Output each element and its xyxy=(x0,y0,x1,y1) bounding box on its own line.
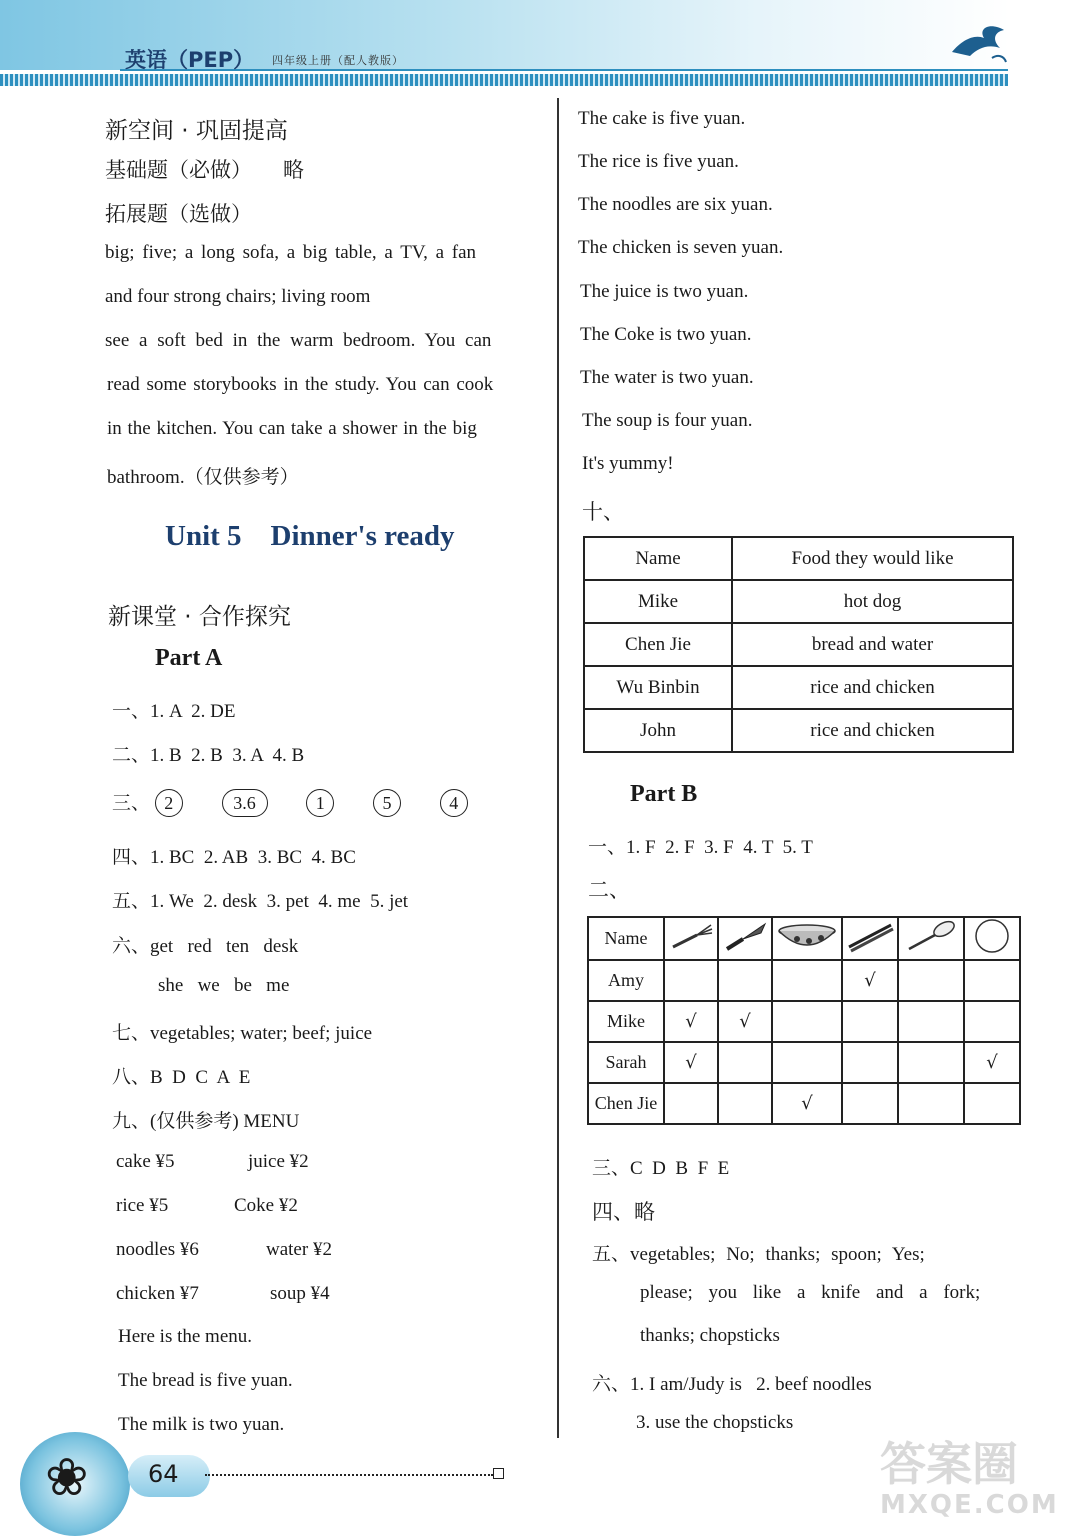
section-heading: 新空间 · 巩固提高 xyxy=(105,118,288,144)
table-icon-cell xyxy=(964,917,1020,960)
answer-line: she we be me xyxy=(158,975,290,996)
flower-icon: ❀ xyxy=(45,1448,89,1508)
check-cell xyxy=(772,1001,842,1042)
extension-line: bathroom.（仅供参考） xyxy=(107,467,299,488)
fork-icon xyxy=(667,919,715,953)
answer-line: thanks; chopsticks xyxy=(640,1325,780,1346)
answer-line: 二、1. B 2. B 3. A 4. B xyxy=(112,745,305,766)
table-cell: Chen Jie xyxy=(584,623,732,666)
chopsticks-icon xyxy=(845,919,895,953)
table-cell: Mike xyxy=(588,1001,664,1042)
basic-label: 基础题（必做） xyxy=(105,158,252,182)
table-cell: Wu Binbin xyxy=(584,666,732,709)
footer-dotted-rule xyxy=(205,1474,493,1476)
check-cell xyxy=(898,1083,964,1124)
bowl-icon xyxy=(775,919,839,953)
spoon-icon xyxy=(903,919,959,953)
watermark xyxy=(880,1438,1060,1534)
check-cell xyxy=(898,960,964,1001)
table-cell: rice and chicken xyxy=(732,666,1013,709)
circled-number: 1 xyxy=(306,789,334,817)
check-cell xyxy=(842,1001,898,1042)
check-cell: √ xyxy=(718,1001,772,1042)
knife-icon xyxy=(721,919,769,953)
menu-sentence: The Coke is two yuan. xyxy=(580,324,752,345)
menu-item: cake ¥5 xyxy=(116,1151,175,1172)
menu-item: soup ¥4 xyxy=(270,1283,330,1304)
check-cell xyxy=(842,1083,898,1124)
table-row xyxy=(584,709,1013,752)
menu-sentence: The water is two yuan. xyxy=(580,367,754,388)
check-cell xyxy=(718,1083,772,1124)
b2-label: 二、 xyxy=(588,878,630,902)
menu-item: noodles ¥6 xyxy=(116,1239,199,1260)
circled-number: 5 xyxy=(373,789,401,817)
table-row xyxy=(584,623,1013,666)
column-divider xyxy=(557,98,559,1438)
table-icon-cell xyxy=(772,917,842,960)
check-cell xyxy=(964,1083,1020,1124)
check-cell xyxy=(842,1042,898,1083)
answer-line: 七、vegetables; water; beef; juice xyxy=(112,1023,373,1044)
table-header-cell: Name xyxy=(584,537,732,580)
check-cell xyxy=(664,960,718,1001)
table-cell: Chen Jie xyxy=(588,1083,664,1124)
section-heading: 新课堂 · 合作探究 xyxy=(108,604,291,630)
check-cell xyxy=(964,1001,1020,1042)
table-header-cell: Name xyxy=(588,917,664,960)
menu-sentence: The cake is five yuan. xyxy=(578,108,746,129)
check-cell: √ xyxy=(964,1042,1020,1083)
circled-number: 3.6 xyxy=(222,789,268,817)
table-row xyxy=(588,1083,1020,1124)
menu-sentence: The soup is four yuan. xyxy=(582,410,753,431)
circled-number: 2 xyxy=(155,789,183,817)
table-icon-cell xyxy=(664,917,718,960)
extension-line: see a soft bed in the warm bedroom. You can xyxy=(105,330,492,351)
part-b-title: Part B xyxy=(630,781,698,807)
table-row xyxy=(588,1042,1020,1083)
menu-sentence: Here is the menu. xyxy=(118,1326,253,1347)
answer-line: 三、C D B F E xyxy=(592,1158,730,1179)
check-cell xyxy=(772,1042,842,1083)
extension-line: read some storybooks in the study. You can cook xyxy=(107,374,494,395)
table-icon-cell xyxy=(842,917,898,960)
menu-sentence: The milk is two yuan. xyxy=(118,1414,285,1435)
check-cell: √ xyxy=(772,1083,842,1124)
book-subtitle: 四年级上册（配人教版） xyxy=(272,54,404,67)
check-cell: √ xyxy=(664,1042,718,1083)
extension-label: 拓展题（选做） xyxy=(105,202,252,226)
menu-item: rice ¥5 xyxy=(116,1195,169,1216)
menu-item: chicken ¥7 xyxy=(116,1283,199,1304)
part-a-title: Part A xyxy=(155,645,223,671)
answer-line: 八、B D C A E xyxy=(112,1067,251,1088)
table-row xyxy=(588,960,1020,1001)
menu-sentence: It's yummy! xyxy=(582,453,674,474)
check-cell xyxy=(898,1001,964,1042)
menu-sentence: The chicken is seven yuan. xyxy=(578,237,784,258)
table-row xyxy=(584,666,1013,709)
extension-line: and four strong chairs; living room xyxy=(105,286,371,307)
check-cell xyxy=(898,1042,964,1083)
q3-label: 三、 xyxy=(112,793,151,814)
table-header-cell: Food they would like xyxy=(732,537,1013,580)
q10-label: 十、 xyxy=(582,500,624,524)
menu-item: water ¥2 xyxy=(266,1239,332,1260)
table-icon-cell xyxy=(898,917,964,960)
answer-line: 六、get red ten desk xyxy=(112,936,299,957)
table-cell: John xyxy=(584,709,732,752)
answer-line: 五、vegetables; No; thanks; spoon; Yes; xyxy=(592,1244,925,1265)
tableware-table xyxy=(587,916,1021,1125)
header-stripes xyxy=(0,74,1008,86)
answer-line: 九、(仅供参考) MENU xyxy=(112,1111,300,1132)
food-preferences-table xyxy=(583,536,1014,753)
extension-line: in the kitchen. You can take a shower in the big xyxy=(107,418,477,439)
table-header-row xyxy=(584,537,1013,580)
table-cell: Mike xyxy=(584,580,732,623)
answer-line: 四、1. BC 2. AB 3. BC 4. BC xyxy=(112,847,356,868)
answer-line: 一、1. A 2. DE xyxy=(112,701,236,722)
menu-sentence: The bread is five yuan. xyxy=(118,1370,293,1391)
circled-number: 4 xyxy=(440,789,468,817)
check-cell xyxy=(664,1083,718,1124)
table-header-row xyxy=(588,917,1020,960)
page-number: 64 xyxy=(148,1460,179,1488)
check-cell: √ xyxy=(842,960,898,1001)
check-cell xyxy=(718,1042,772,1083)
table-row xyxy=(584,580,1013,623)
footer-square-icon xyxy=(493,1468,504,1479)
answer-line: 一、1. F 2. F 3. F 4. T 5. T xyxy=(588,837,813,858)
menu-item: juice ¥2 xyxy=(248,1151,309,1172)
answer-line-circles xyxy=(112,788,502,817)
table-icon-cell xyxy=(718,917,772,960)
answer-line: please; you like a knife and a fork; xyxy=(640,1282,981,1303)
check-cell xyxy=(718,960,772,1001)
check-cell xyxy=(964,960,1020,1001)
table-cell: bread and water xyxy=(732,623,1013,666)
extension-line: big; five; a long sofa, a big table, a TV, a fan xyxy=(105,242,477,263)
answer-line: 五、1. We 2. desk 3. pet 4. me 5. jet xyxy=(112,891,409,912)
answer-line: 六、1. I am/Judy is 2. beef noodles xyxy=(592,1374,872,1395)
table-cell: Amy xyxy=(588,960,664,1001)
menu-sentence: The juice is two yuan. xyxy=(580,281,749,302)
table-row xyxy=(588,1001,1020,1042)
menu-item: Coke ¥2 xyxy=(234,1195,298,1216)
table-cell: rice and chicken xyxy=(732,709,1013,752)
table-cell: hot dog xyxy=(732,580,1013,623)
menu-sentence: The noodles are six yuan. xyxy=(578,194,773,215)
table-cell: Sarah xyxy=(588,1042,664,1083)
menu-sentence: The rice is five yuan. xyxy=(578,151,739,172)
watermark-text: 答案圈 xyxy=(880,1437,1018,1491)
check-cell xyxy=(772,960,842,1001)
check-cell: √ xyxy=(664,1001,718,1042)
wave-logo-icon xyxy=(948,18,1008,68)
unit-title: Unit 5 Dinner's ready xyxy=(165,520,455,552)
watermark-text: MXQE.COM xyxy=(880,1490,1059,1520)
plate-icon xyxy=(965,918,1019,954)
answer-line: 3. use the chopsticks xyxy=(636,1412,794,1433)
basic-answer: 略 xyxy=(283,158,304,182)
book-title: 英语（PEP） xyxy=(125,48,255,72)
answer-line: 四、略 xyxy=(592,1200,655,1224)
